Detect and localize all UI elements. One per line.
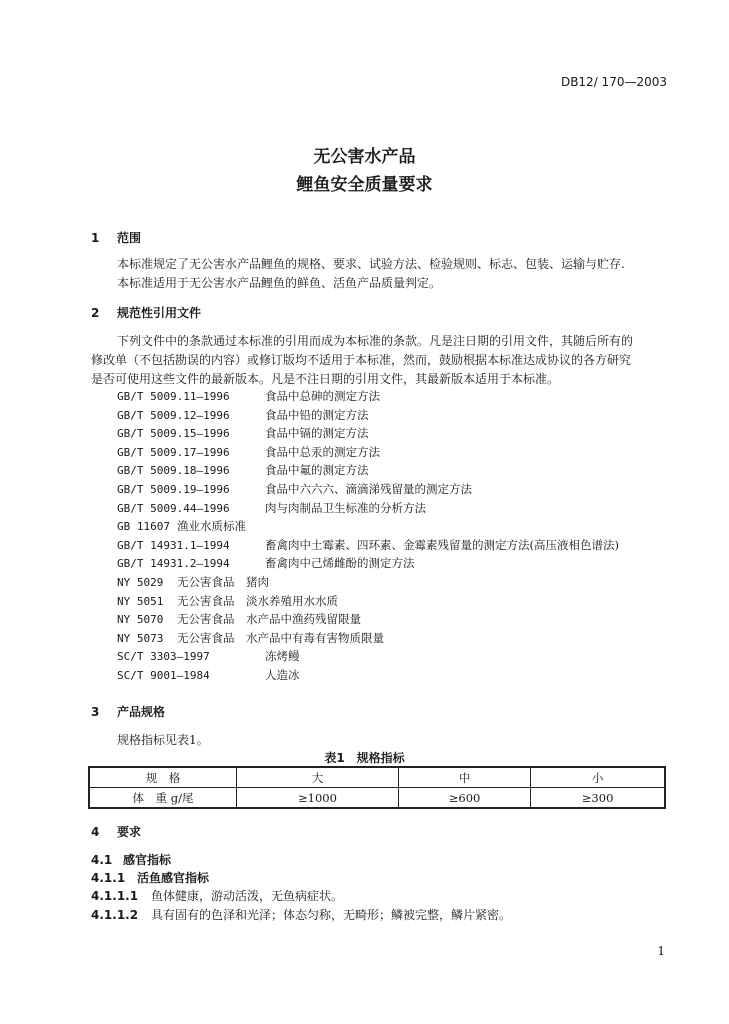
section-title: 范围 — [117, 231, 142, 245]
reference-title: 冻烤鳗 — [265, 649, 300, 664]
section-title: 产品规格 — [117, 705, 166, 719]
reference-code: NY 5051 — [117, 594, 164, 608]
reference-item — [117, 537, 619, 553]
subsection-4-1 — [91, 851, 171, 868]
reference-title: 无公害食品 淡水养殖用水水质 — [177, 593, 338, 608]
reference-item — [117, 462, 369, 478]
reference-title: 食品中铅的测定方法 — [265, 407, 369, 422]
reference-code: NY 5029 — [117, 576, 164, 589]
table-cell: ≥600 — [398, 788, 530, 809]
reference-title: 食品中总汞的测定方法 — [265, 444, 380, 459]
reference-title: 食品中氟的测定方法 — [265, 463, 369, 478]
table-cell: 体 重 g/尾 — [89, 788, 237, 809]
reference-item — [117, 407, 369, 423]
reference-item — [117, 518, 246, 534]
section-3-heading — [91, 703, 165, 720]
references-intro-line-3: 是否可使用这些文件的最新版本。凡是不注日期的引用文件，其最新版本适用于本标准。 — [91, 372, 560, 386]
title-line-1: 无公害水产品 — [313, 147, 416, 167]
reference-code: SC/T 3303—1997 — [117, 650, 210, 664]
table-header-row — [89, 767, 665, 788]
reference-item — [117, 667, 300, 683]
reference-code: GB/T 14931.1—1994 — [117, 538, 230, 552]
reference-code: GB/T 5009.17—1996 — [117, 445, 230, 459]
clause-number: 4.1.1.1 — [91, 889, 139, 903]
references-intro-line-2: 修改单（不包括勘误的内容）或修订版均不适用于本标准，然而，鼓励根据本标准达成协议的各方研究 — [91, 353, 632, 367]
reference-title: 人造冰 — [265, 668, 300, 682]
clause-4-1-1-2 — [91, 906, 511, 923]
header-cell: 大 — [237, 767, 399, 788]
section-number: 4 — [91, 825, 100, 839]
header-cell: 小 — [531, 767, 665, 788]
spec-table — [88, 766, 666, 809]
reference-code: SC/T 9001—1984 — [117, 669, 210, 682]
reference-code: GB/T 5009.18—1996 — [117, 464, 230, 478]
reference-code: NY 5070 — [117, 613, 164, 627]
reference-code: GB/T 5009.11—1996 — [117, 390, 230, 403]
subsection-number: 4.1 — [91, 853, 113, 867]
spec-intro: 规格指标见表1。 — [117, 733, 209, 747]
reference-item — [117, 630, 384, 646]
subsection-number: 4.1.1 — [91, 871, 126, 885]
reference-item — [117, 611, 361, 627]
scope-paragraph-1: 本标准规定了无公害水产品鲤鱼的规格、要求、试验方法、检验规则、标志、包装、运输与贮存. — [117, 257, 625, 271]
table-cell: ≥300 — [531, 788, 665, 809]
reference-title: 无公害食品 水产品中渔药残留限量 — [177, 612, 361, 627]
reference-item — [117, 444, 380, 460]
reference-item — [117, 388, 380, 404]
subsection-title: 感官指标 — [123, 853, 172, 867]
clause-4-1-1-1 — [91, 887, 343, 904]
clause-text: 鱼体健康，游动活泼，无鱼病症状。 — [151, 889, 344, 903]
reference-item — [117, 555, 415, 571]
table-row — [89, 788, 665, 809]
page-number: 1 — [657, 944, 665, 958]
reference-item — [117, 648, 300, 664]
document-code: DB12/ 170—2003 — [560, 75, 667, 89]
reference-item — [117, 481, 472, 497]
reference-code: GB/T 5009.44—1996 — [117, 501, 230, 515]
subsection-title: 活鱼感官指标 — [137, 871, 210, 885]
title-line-2: 鲤鱼安全质量要求 — [296, 175, 433, 195]
clause-number: 4.1.1.2 — [91, 908, 139, 922]
references-intro-line-1: 下列文件中的条款通过本标准的引用而成为本标准的条款。凡是注日期的引用文件，其随后所有的 — [117, 334, 634, 348]
section-4-heading — [91, 823, 141, 840]
reference-code: GB/T 5009.12—1996 — [117, 408, 230, 422]
reference-item — [117, 425, 369, 441]
section-title: 规范性引用文件 — [117, 306, 202, 320]
header-cell: 中 — [398, 767, 530, 788]
section-1-heading — [91, 229, 141, 246]
reference-item — [117, 500, 426, 516]
section-2-heading — [91, 304, 201, 321]
reference-code: GB 11607 — [117, 520, 170, 534]
reference-title: 食品中总砷的测定方法 — [265, 389, 380, 403]
reference-title: 畜禽肉中土霉素、四环素、金霉素残留量的测定方法(高压液相色谱法) — [265, 537, 619, 552]
reference-code: GB/T 5009.15—1996 — [117, 427, 230, 441]
section-title: 要求 — [117, 825, 142, 839]
reference-title: 无公害食品 水产品中有毒有害物质限量 — [177, 630, 384, 645]
reference-item — [117, 593, 338, 609]
reference-title: 畜禽肉中己烯雌酚的测定方法 — [265, 556, 415, 571]
reference-item — [117, 574, 269, 590]
reference-title: 食品中六六六、滴滴涕残留量的测定方法 — [265, 482, 472, 496]
subsection-4-1-1 — [91, 869, 209, 886]
reference-title: 无公害食品 猪肉 — [177, 575, 269, 589]
table-cell: ≥1000 — [237, 788, 399, 809]
clause-text: 具有固有的色泽和光泽；体态匀称，无畸形；鳞被完整，鳞片紧密。 — [151, 908, 512, 922]
section-number: 2 — [91, 306, 100, 320]
reference-title: 肉与肉制品卫生标准的分析方法 — [265, 500, 426, 515]
header-cell: 规 格 — [89, 767, 237, 788]
section-number: 1 — [91, 231, 100, 245]
section-number: 3 — [91, 705, 100, 719]
reference-code: GB/T 14931.2—1994 — [117, 557, 230, 571]
reference-code: GB/T 5009.19—1996 — [117, 483, 230, 496]
reference-code: NY 5073 — [117, 631, 164, 645]
reference-title: 食品中镉的测定方法 — [265, 426, 369, 441]
scope-paragraph-2: 本标准适用于无公害水产品鲤鱼的鲜鱼、活鱼产品质量判定。 — [117, 276, 442, 290]
table-caption: 表1 规格指标 — [324, 751, 405, 765]
reference-title: 渔业水质标准 — [177, 519, 246, 534]
